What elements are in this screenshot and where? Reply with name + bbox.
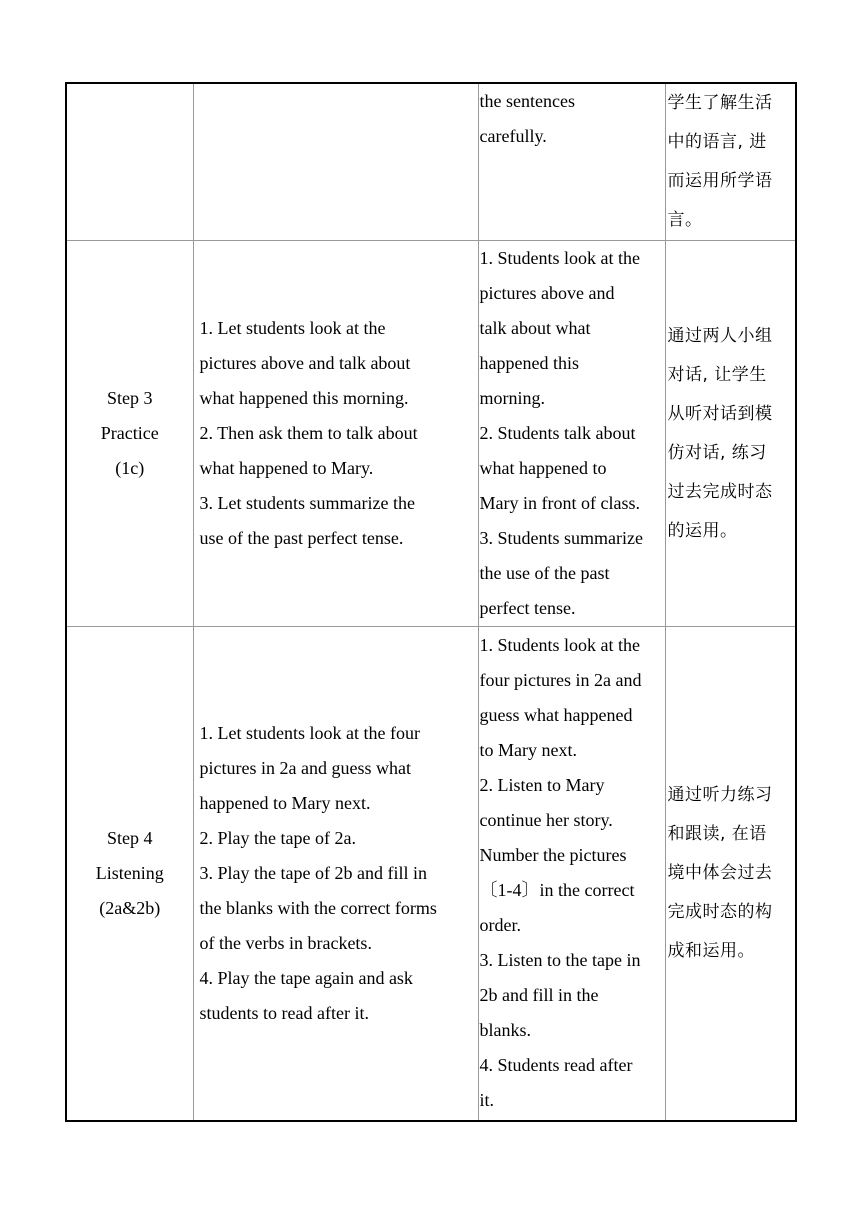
text-line: it. [479,1090,495,1111]
text-line: the blanks with the correct forms [199,897,437,918]
text-line: 过去完成时态 [667,481,773,502]
text-line: of the verbs in brackets. [199,932,372,953]
teacher-activity-cell [193,83,478,241]
text-line: 和跟读, 在语 [667,823,767,844]
text-line: order. [479,915,521,936]
purpose-cell [665,627,796,1121]
text-line: students to read after it. [199,1002,369,1023]
text-line: 仿对话, 练习 [667,442,767,463]
text-line: 1. Let students look at the [199,318,386,338]
text-line: 3. Play the tape of 2b and fill in [199,862,427,883]
text-line: Mary in front of class. [479,493,640,513]
text-line: happened this [479,353,579,373]
text-line: four pictures in 2a and [479,670,642,691]
text-line: 2. Students talk about [479,423,636,443]
text-line: 而运用所学语 [667,171,773,191]
text-line: 1. Students look at the [479,248,640,268]
text-line: pictures above and talk about [199,353,411,373]
text-line: the sentences [479,91,575,111]
table-row [66,627,796,1121]
text-line: pictures in 2a and guess what [199,757,411,778]
text-line: 学生了解生活 [667,93,773,113]
purpose-cell [665,241,796,627]
text-line: what happened to [479,458,607,478]
text-line: morning. [479,388,545,408]
text-line: 完成时态的构 [667,901,773,922]
student-activity-cell [478,627,665,1121]
student-activity-cell [478,83,665,241]
text-line: carefully. [479,126,547,146]
text-line: 4. Play the tape again and ask [199,967,413,988]
step-section: (1c) [115,458,145,478]
text-line: 言。 [667,210,703,230]
text-line: the use of the past [479,563,610,583]
text-line: continue her story. [479,810,613,831]
text-line: 1. Students look at the [479,635,640,656]
text-line: what happened this morning. [199,388,409,408]
text-line: 2. Play the tape of 2a. [199,827,356,848]
student-activity-cell [478,241,665,627]
text-line: 2b and fill in the [479,985,599,1006]
text-line: perfect tense. [479,598,576,618]
text-line: 成和运用。 [667,940,755,961]
text-line: 中的语言, 进 [667,132,767,152]
purpose-cell [665,83,796,241]
text-line: 2. Listen to Mary [479,775,605,796]
step-cell [66,241,193,627]
text-line: 3. Listen to the tape in [479,950,641,971]
text-line: guess what happened [479,705,633,726]
text-line: 境中体会过去 [667,862,773,883]
text-line: to Mary next. [479,740,577,761]
step-title: Step 4 [106,827,153,848]
text-line: happened to Mary next. [199,792,371,813]
step-section: (2a&2b) [99,897,161,918]
text-line: 4. Students read after [479,1055,633,1076]
step-name: Listening [95,862,164,883]
step-cell [66,83,193,241]
text-line: use of the past perfect tense. [199,528,404,548]
step-cell [66,627,193,1121]
text-line: 3. Students summarize [479,528,643,548]
teacher-activity-cell [193,627,478,1121]
text-line: pictures above and [479,283,615,303]
text-line: 〔1-4〕in the correct [479,880,635,901]
text-line: 的运用。 [667,520,738,541]
step-title: Step 3 [106,388,153,408]
step-name: Practice [100,423,159,443]
text-line: 3. Let students summarize the [199,493,415,513]
text-line: 通过两人小组 [667,325,773,346]
teacher-activity-cell [193,241,478,627]
text-line: what happened to Mary. [199,458,374,478]
text-line: 通过听力练习 [667,784,773,805]
text-line: Number the pictures [479,845,627,866]
text-line: 对话, 让学生 [667,364,767,385]
table-row [66,241,796,627]
text-line: 1. Let students look at the four [199,722,420,743]
text-line: 2. Then ask them to talk about [199,423,418,443]
text-line: blanks. [479,1020,531,1041]
lesson-plan-table [65,82,797,1122]
text-line: 从听对话到模 [667,403,773,424]
table-row [66,83,796,241]
text-line: talk about what [479,318,591,338]
